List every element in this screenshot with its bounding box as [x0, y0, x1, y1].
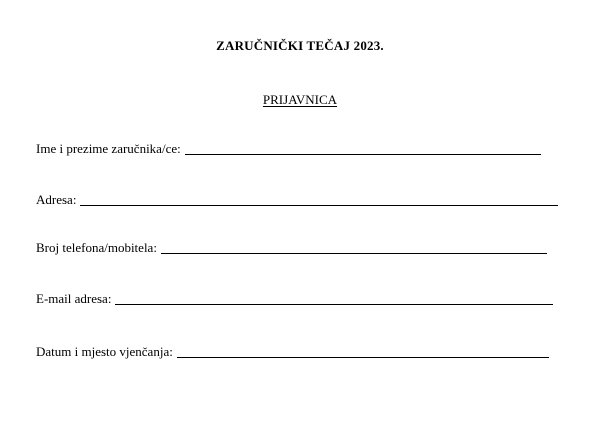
phone-input-line[interactable]	[161, 239, 547, 254]
email-field	[36, 289, 553, 307]
address-input-line[interactable]	[80, 191, 558, 206]
wedding-date-place-label: Datum i mjesto vjenčanja:	[36, 344, 173, 359]
full-name-input-line[interactable]	[185, 140, 441, 155]
wedding-date-place-input-line-extension[interactable]	[465, 343, 549, 358]
phone-field	[36, 238, 547, 256]
document-subtitle: PRIJAVNICA	[262, 92, 338, 107]
full-name-input-line-extension[interactable]	[441, 140, 541, 155]
wedding-date-place-input-line[interactable]	[177, 343, 465, 358]
email-label: E-mail adresa:	[36, 291, 112, 306]
wedding-date-place-field	[36, 342, 549, 360]
address-label: Adresa:	[36, 192, 77, 207]
email-input-line[interactable]	[115, 290, 553, 305]
address-field	[36, 190, 558, 208]
phone-label: Broj telefona/mobitela:	[36, 240, 157, 255]
document-title: ZARUČNIČKI TEČAJ 2023.	[216, 38, 384, 53]
full-name-label: Ime i prezime zaručnika/ce:	[36, 141, 181, 156]
full-name-field	[36, 139, 541, 157]
